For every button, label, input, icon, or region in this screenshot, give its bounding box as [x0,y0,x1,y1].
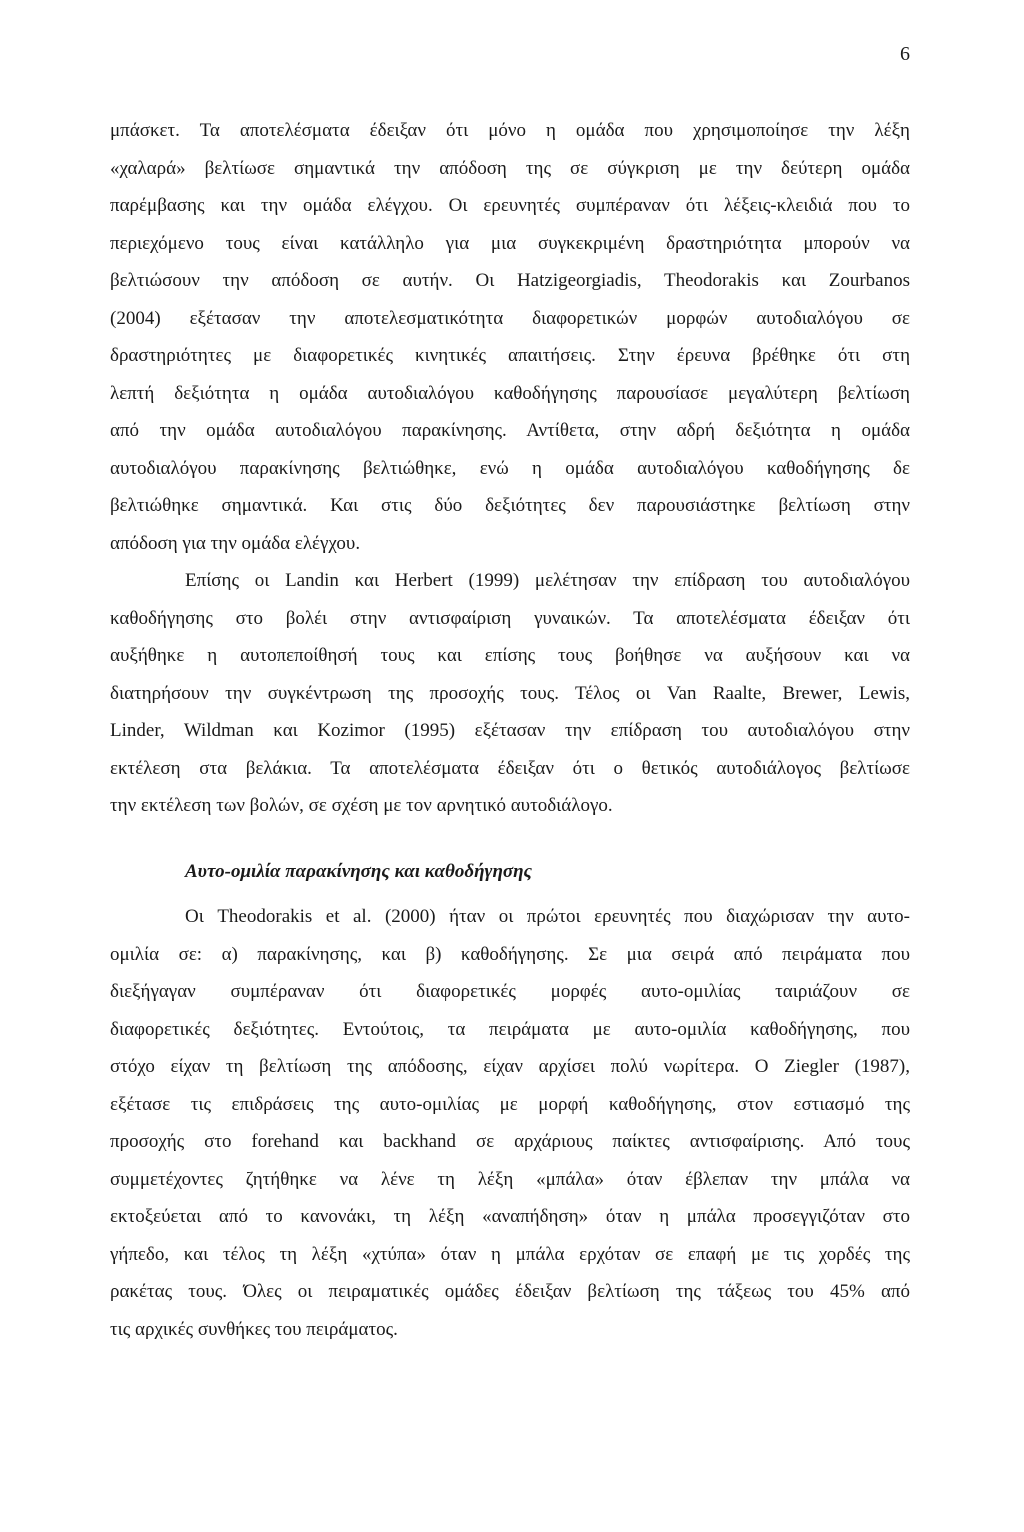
text-line: διαφορετικές δεξιότητες. Εντούτοις, τα πειράματα με αυτο-ομιλία καθοδήγησης, που [110,1018,910,1040]
text-line: δραστηριότητες με διαφορετικές κινητικές απαιτήσεις. Στην έρευνα βρέθηκε ότι στη [110,345,910,366]
section-gap [110,890,910,898]
text-line: εκτέλεση στα βελάκια. Τα αποτελέσματα έδειξαν ότι ο θετικός αυτοδιάλογος βελτίωσε [110,757,910,779]
text-line: λεπτή δεξιότητα η ομάδα αυτοδιαλόγου καθοδήγησης παρουσίασε μεγαλύτερη βελτίωση [110,382,910,404]
text-line: Οι Theodorakis et al. (2000) ήταν οι πρώτοι ερευνητές που διαχώρισαν την αυτο- [185,906,910,927]
text-line: ρακέτας τους. Όλες οι πειραματικές ομάδες έδειξαν βελτίωση της τάξεως του 45% από [110,1281,910,1302]
text-line: καθοδήγησης στο βολέι στην αντισφαίριση γυναικών. Τα αποτελέσματα έδειξαν ότι [110,607,910,629]
text-line: εξέτασε τις επιδράσεις της αυτο-ομιλίας με μορφή καθοδήγησης, στον εστιασμό της [110,1093,910,1115]
text-line: βελτιώθηκε σημαντικά. Και στις δύο δεξιότητες δεν παρουσιάστηκε βελτίωση στην [110,495,910,516]
section-heading: Αυτο-ομιλία παρακίνησης και καθοδήγησης [185,860,533,882]
text-line: προσοχής στο forehand και backhand σε αρχάριους παίκτες αντισφαίρισης. Από τους [110,1131,910,1152]
text-line: συμμετέχοντες ζητήθηκε να λένε τη λέξη «μπάλα» όταν έβλεπαν την μπάλα να [110,1168,910,1190]
text-line: Linder, Wildman και Kozimor (1995) εξέτασαν την επίδραση του αυτοδιαλόγου στην [110,720,910,741]
text-line: διεξήγαγαν συμπέραναν ότι διαφορετικές μορφές αυτο-ομιλίας ταιριάζουν σε [110,981,910,1002]
text-line: περιεχόμενο τους είναι κατάλληλο για μια συγκεκριμένη δραστηριότητα μπορούν να [110,232,910,254]
text-line: παρέμβασης και την ομάδα ελέγχου. Οι ερευνητές συμπέραναν ότι λέξεις-κλειδιά που το [110,195,910,216]
paragraph-2 [110,562,910,825]
text-line: (2004) εξέτασαν την αποτελεσματικότητα διαφορετικών μορφών αυτοδιαλόγου σε [110,307,910,329]
section-gap [110,825,910,853]
text-line: την εκτέλεση των βολών, σε σχέση με τον αρνητικό αυτοδιάλογο. [110,795,613,816]
text-line: εκτοξεύεται από το κανονάκι, τη λέξη «αναπήδηση» όταν η μπάλα προσεγγιζόταν στο [110,1206,910,1227]
text-line: αυτοδιαλόγου παρακίνησης βελτιώθηκε, ενώ η ομάδα αυτοδιαλόγου καθοδήγησης δε [110,457,910,479]
text-line: γήπεδο, και τέλος τη λέξη «χτύπα» όταν η μπάλα ερχόταν σε επαφή με τις χορδές της [110,1243,910,1265]
text-line: «χαλαρά» βελτίωσε σημαντικά την απόδοση της σε σύγκριση με την δεύτερη ομάδα [110,157,910,179]
text-line: μπάσκετ. Τα αποτελέσματα έδειξαν ότι μόνο η ομάδα που χρησιμοποίησε την λέξη [110,120,910,141]
text-line: βελτιώσουν την απόδοση σε αυτήν. Οι Hatzigeorgiadis, Theodorakis και Zourbanos [110,270,910,291]
text-line: στόχο είχαν τη βελτίωση της απόδοσης, είχαν αρχίσει πολύ νωρίτερα. Ο Ziegler (1987), [110,1056,910,1077]
text-line: αυξήθηκε η αυτοπεποίθησή τους και επίσης τους βοήθησε να αυξήσουν και να [110,645,910,666]
text-line: ομιλία σε: α) παρακίνησης, και β) καθοδήγησης. Σε μια σειρά από πειράματα που [110,943,910,965]
paragraph-1 [110,112,910,562]
text-line: απόδοση για την ομάδα ελέγχου. [110,532,361,554]
text-line: τις αρχικές συνθήκες του πειράματος. [110,1318,398,1340]
text-line: διατηρήσουν την συγκέντρωση της προσοχής τους. Τέλος οι Van Raalte, Brewer, Lewis, [110,682,910,704]
page-number: 6 [900,43,910,65]
body-text [110,112,910,1348]
text-line: Επίσης οι Landin και Herbert (1999) μελέτησαν την επίδραση του αυτοδιαλόγου [185,570,910,591]
paragraph-3 [110,898,910,1348]
text-line: από την ομάδα αυτοδιαλόγου παρακίνησης. Αντίθετα, στην αδρή δεξιότητα η ομάδα [110,420,910,441]
